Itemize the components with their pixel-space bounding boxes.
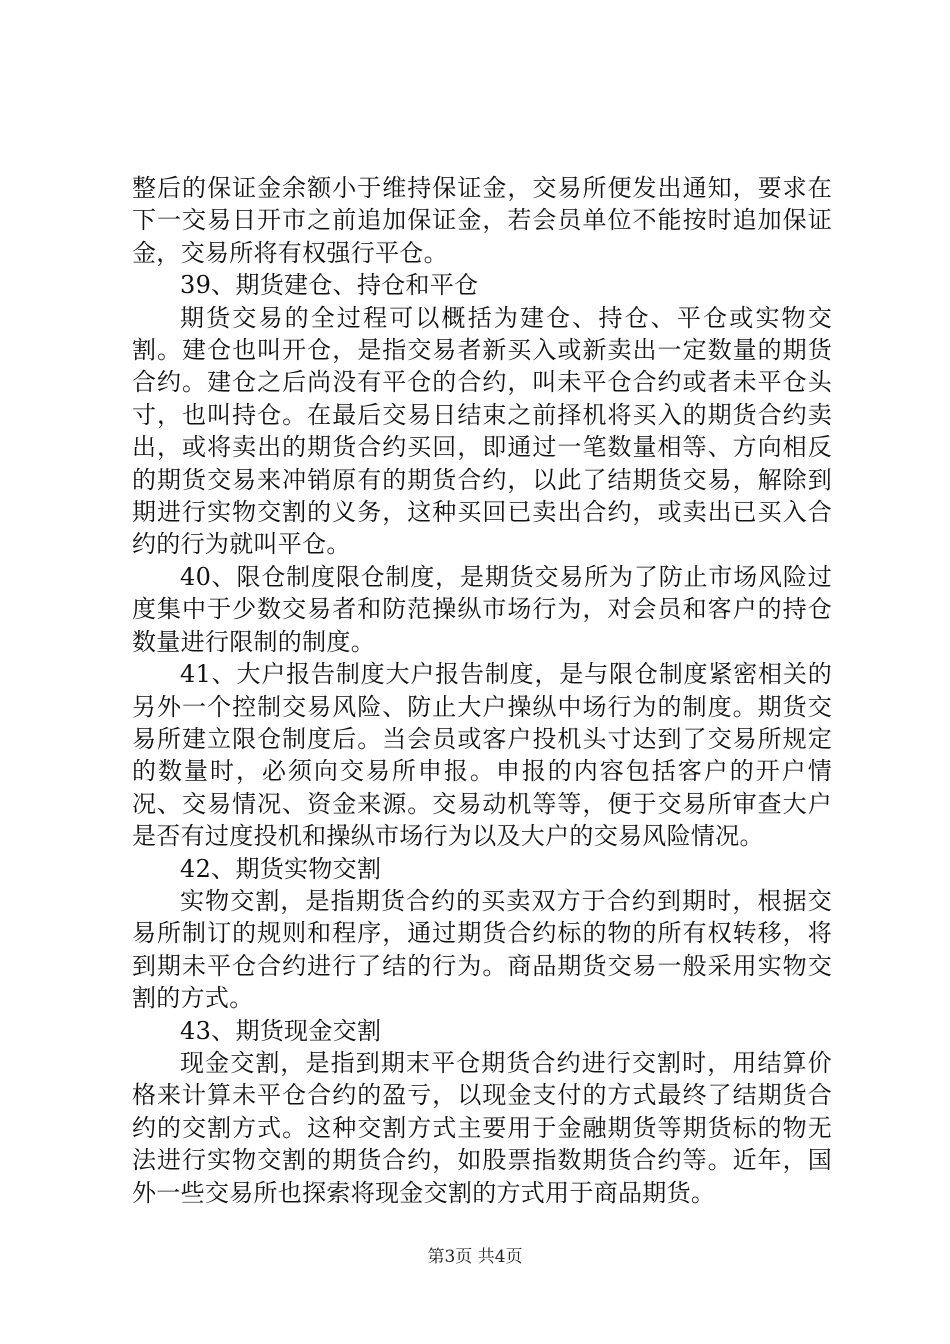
document-body [132, 172, 832, 1209]
paragraph-42: 实物交割，是指期货合约的买卖双方于合约到期时，根据交易所制订的规则和程序，通过期货合约标的物的所有权转移，将到期未平仓合约进行了结的行为。商品期货交易一般采用实物交割的方式。 [132, 886, 832, 1013]
paragraph-41: 41、大户报告制度大户报告制度，是与限仓制度紧密相关的另外一个控制交易风险、防止大户操纵中场行为的制度。期货交易所建立限仓制度后。当会员或客户投机头寸达到了交易所规定的数量时，必须向交易所申报。申报的内容包括客户的开户情况、交易情况、资金来源。交易动机等等，便于交易所审查大户是否有过度投机和操纵市场行为以及大户的交易风险情况。 [132, 660, 832, 851]
paragraph-43: 现金交割，是指到期末平仓期货合约进行交割时，用结算价格来计算未平仓合约的盈亏，以现金支付的方式最终了结期货合约的交割方式。这种交割方式主要用于金融期货等期货标的物无法进行实物交割的期货合约，如股票指数期货合约等。近年，国外一些交易所也探索将现金交割的方式用于商品期货。 [132, 1048, 832, 1207]
section-heading-39: 39、期货建仓、持仓和平仓 [180, 271, 479, 300]
section-heading-43: 43、期货现金交割 [180, 1016, 382, 1045]
page-footer: 第3页 共4页 [427, 1247, 523, 1267]
paragraph-40: 40、限仓制度限仓制度，是期货交易所为了防止市场风险过度集中于少数交易者和防范操纵市场行为，对会员和客户的持仓数量进行限制的制度。 [132, 562, 832, 656]
paragraph-continuation: 整后的保证金余额小于维持保证金，交易所便发出通知，要求在下一交易日开市之前追加保证金，若会员单位不能按时追加保证金，交易所将有权强行平仓。 [132, 174, 832, 267]
paragraph-39: 期货交易的全过程可以概括为建仓、持仓、平仓或实物交割。建仓也叫开仓，是指交易者新买入或新卖出一定数量的期货合约。建仓之后尚没有平仓的合约，叫未平仓合约或者未平仓头寸，也叫持仓。在最后交易日结束之前择机将买入的期货合约卖出，或将卖出的期货合约买回，即通过一笔数量相等、方向相反的期货交易来冲销原有的期货合约，以此了结期货交易，解除到期进行实物交割的义务，这种买回已卖出合约，或卖出已买入合约的行为就叫平仓。 [132, 303, 832, 559]
section-heading-42: 42、期货实物交割 [180, 854, 382, 883]
